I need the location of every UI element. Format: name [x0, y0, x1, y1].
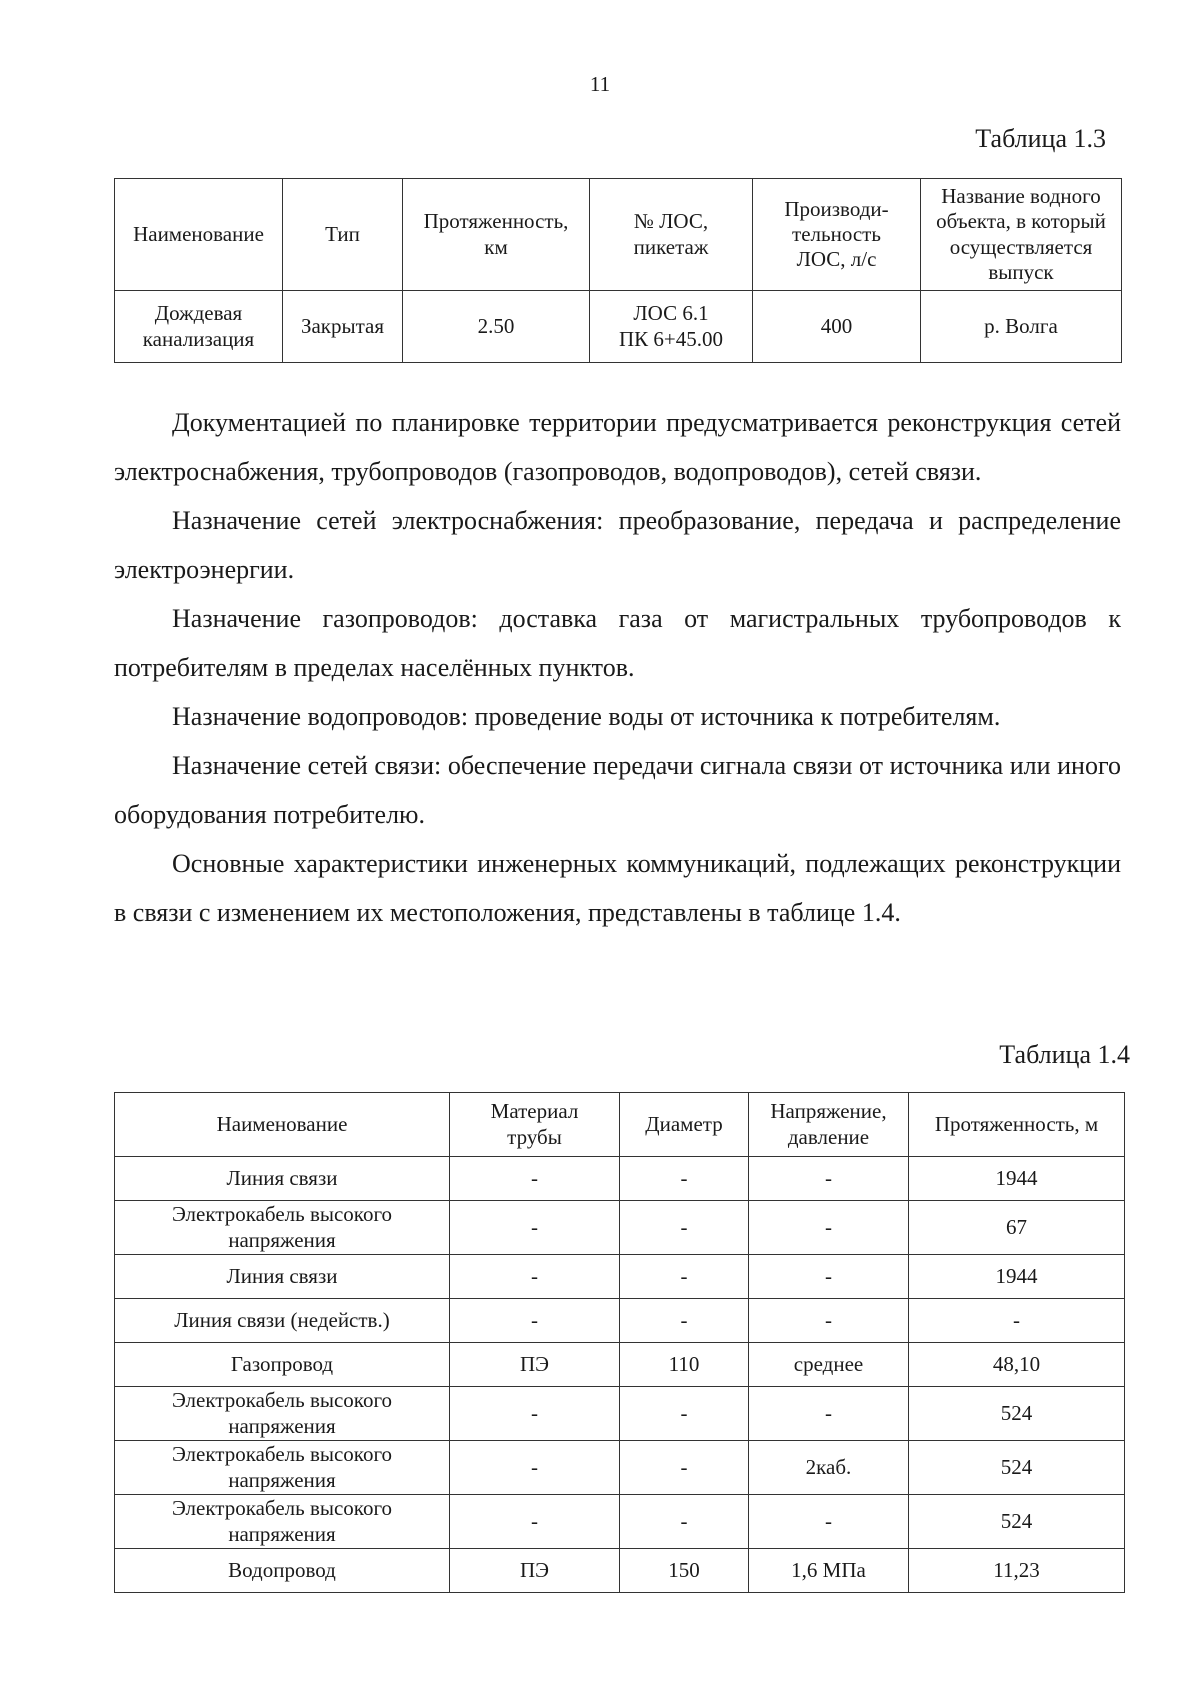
- table-row: [115, 1441, 1125, 1495]
- table-cell: 2.50: [403, 291, 590, 363]
- table-cell: -: [450, 1157, 620, 1201]
- table-1-4-caption: Таблица 1.4: [999, 1040, 1130, 1069]
- table-cell: Газопровод: [115, 1343, 450, 1387]
- table-cell: -: [749, 1255, 909, 1299]
- table-cell: -: [749, 1495, 909, 1549]
- table-cell: Линия связи: [115, 1255, 450, 1299]
- table-cell: -: [450, 1387, 620, 1441]
- table-cell: 400: [753, 291, 921, 363]
- table-cell: Электрокабель высокого напряжения: [115, 1441, 450, 1495]
- table-cell: Протяженность, км: [403, 179, 590, 291]
- table-cell: -: [749, 1299, 909, 1343]
- paragraph: Основные характеристики инженерных коммуникаций, подлежащих реконструкции в связи с изменением их местоположения, представлены в таблице 1.4.: [114, 849, 1121, 927]
- table-cell: -: [749, 1387, 909, 1441]
- table-cell: 1944: [909, 1255, 1125, 1299]
- table-cell: -: [450, 1441, 620, 1495]
- paragraph: Назначение сетей связи: обеспечение передачи сигнала связи от источника или иного оборудования потребителю.: [114, 751, 1121, 829]
- table-cell: -: [620, 1157, 749, 1201]
- table-row: [115, 1495, 1125, 1549]
- table-cell: Водопровод: [115, 1549, 450, 1593]
- table-cell: -: [749, 1201, 909, 1255]
- table-cell: Тип: [283, 179, 403, 291]
- table-cell: Дождевая канализация: [115, 291, 283, 363]
- table-cell: -: [620, 1201, 749, 1255]
- table-1-4: [114, 1092, 1125, 1593]
- page-number: 11: [589, 72, 611, 96]
- table-cell: Наименование: [115, 1093, 450, 1157]
- table-cell: Электрокабель высокого напряжения: [115, 1201, 450, 1255]
- table-cell: 524: [909, 1441, 1125, 1495]
- table-cell: 1944: [909, 1157, 1125, 1201]
- table-row: [115, 1387, 1125, 1441]
- table-cell: Закрытая: [283, 291, 403, 363]
- table-cell: 48,10: [909, 1343, 1125, 1387]
- table-row: [115, 1201, 1125, 1255]
- body-text: [114, 398, 1121, 937]
- table-cell: Электрокабель высокого напряжения: [115, 1387, 450, 1441]
- table-row: [115, 1549, 1125, 1593]
- paragraph: Документацией по планировке территории предусматривается реконструкция сетей электроснабжения, трубопроводов (газопроводов, водопроводов), сетей связи.: [114, 408, 1121, 486]
- table-cell: -: [450, 1201, 620, 1255]
- table-cell: -: [749, 1157, 909, 1201]
- table-cell: -: [620, 1299, 749, 1343]
- table-cell: -: [450, 1299, 620, 1343]
- table-1-3: [114, 178, 1122, 363]
- table-cell: Название водного объекта, в который осуществляется выпуск: [921, 179, 1122, 291]
- table-row: [115, 1157, 1125, 1201]
- table-cell: Напряжение, давление: [749, 1093, 909, 1157]
- table-cell: Диаметр: [620, 1093, 749, 1157]
- table-cell: ПЭ: [450, 1549, 620, 1593]
- table-cell: среднее: [749, 1343, 909, 1387]
- table-1-3-caption: Таблица 1.3: [975, 124, 1106, 153]
- table-row: [115, 1343, 1125, 1387]
- table-cell: Электрокабель высокого напряжения: [115, 1495, 450, 1549]
- table-row: [115, 1299, 1125, 1343]
- table-1-4-header-row: [115, 1093, 1125, 1157]
- table-cell: -: [620, 1495, 749, 1549]
- table-cell: ПЭ: [450, 1343, 620, 1387]
- table-cell: -: [620, 1255, 749, 1299]
- table-1-3-header-row: [115, 179, 1122, 291]
- table-cell: 524: [909, 1387, 1125, 1441]
- table-cell: -: [620, 1441, 749, 1495]
- table-cell: Линия связи: [115, 1157, 450, 1201]
- table-cell: -: [450, 1255, 620, 1299]
- paragraph: Назначение газопроводов: доставка газа от магистральных трубопроводов к потребителям в пределах населённых пунктов.: [114, 604, 1121, 682]
- table-cell: -: [909, 1299, 1125, 1343]
- table-cell: р. Волга: [921, 291, 1122, 363]
- table-cell: 11,23: [909, 1549, 1125, 1593]
- table-cell: 524: [909, 1495, 1125, 1549]
- table-cell: Производи- тельность ЛОС, л/с: [753, 179, 921, 291]
- table-cell: 150: [620, 1549, 749, 1593]
- table-cell: Наименование: [115, 179, 283, 291]
- paragraph: Назначение водопроводов: проведение воды от источника к потребителям.: [172, 702, 1001, 731]
- table-cell: № ЛОС, пикетаж: [590, 179, 753, 291]
- table-cell: -: [620, 1387, 749, 1441]
- table-cell: 2каб.: [749, 1441, 909, 1495]
- paragraph: Назначение сетей электроснабжения: преобразование, передача и распределение электроэнергии.: [114, 506, 1121, 584]
- table-cell: 1,6 МПа: [749, 1549, 909, 1593]
- table-cell: Материал трубы: [450, 1093, 620, 1157]
- table-cell: 110: [620, 1343, 749, 1387]
- table-cell: ЛОС 6.1 ПК 6+45.00: [590, 291, 753, 363]
- table-cell: Протяженность, м: [909, 1093, 1125, 1157]
- table-cell: -: [450, 1495, 620, 1549]
- table-1-3-row: [115, 291, 1122, 363]
- table-row: [115, 1255, 1125, 1299]
- table-cell: 67: [909, 1201, 1125, 1255]
- table-cell: Линия связи (недейств.): [115, 1299, 450, 1343]
